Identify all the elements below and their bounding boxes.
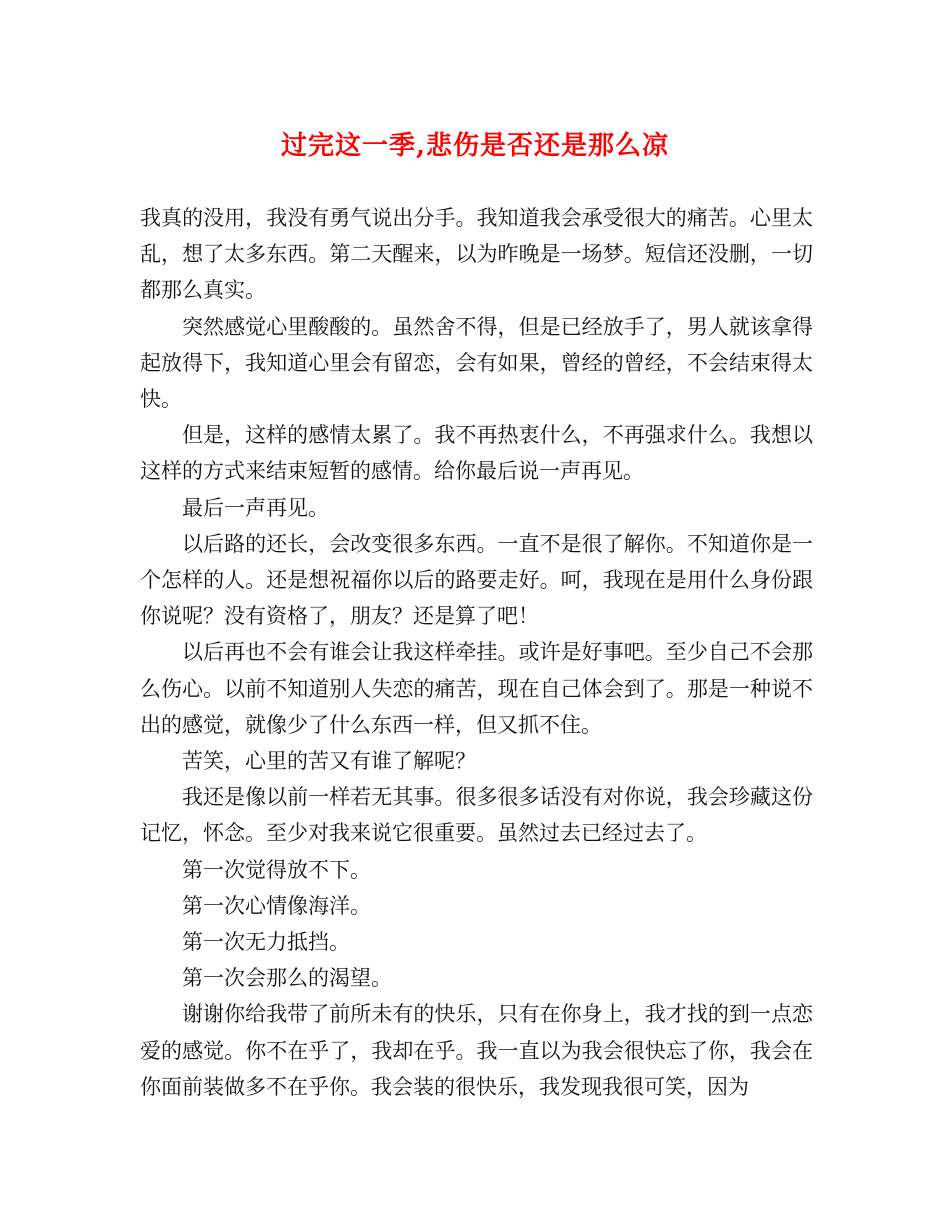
paragraph: 最后一声再见。 — [182, 495, 329, 520]
paragraph: 以后路的还长，会改变很多东西。一直不是很了解你。不知道你是一个怎样的人。还是想祝福你以后的路要走好。呵，我现在是用什么身份跟你说呢？没有资格了，朋友？还是算了吧！ — [140, 531, 813, 629]
paragraph: 第一次觉得放不下。 — [182, 857, 371, 882]
paragraph: 突然感觉心里酸酸的。虽然舍不得，但是已经放手了，男人就该拿得起放得下，我知道心里会有留恋，会有如果，曾经的曾经，不会结束得太快。 — [140, 314, 813, 412]
paragraph: 第一次无力抵挡。 — [182, 930, 350, 955]
paragraph: 第一次会那么的渴望。 — [182, 966, 392, 991]
paragraph: 苦笑，心里的苦又有谁了解呢？ — [182, 749, 476, 774]
document-title: 过完这一季,悲伤是否还是那么凉 — [280, 131, 670, 161]
document-body — [140, 200, 813, 1105]
paragraph: 以后再也不会有谁会让我这样牵挂。或许是好事吧。至少自己不会那么伤心。以前不知道别人失恋的痛苦，现在自己体会到了。那是一种说不出的感觉，就像少了什么东西一样，但又抓不住。 — [140, 640, 813, 737]
paragraph: 我还是像以前一样若无其事。很多很多话没有对你说，我会珍藏这份记忆，怀念。至少对我来说它很重要。虽然过去已经过去了。 — [140, 785, 813, 846]
paragraph: 第一次心情像海洋。 — [182, 893, 371, 918]
paragraph: 但是，这样的感情太累了。我不再热衷什么，不再强求什么。我想以这样的方式来结束短暂的感情。给你最后说一声再见。 — [140, 423, 813, 484]
paragraph: 我真的没用，我没有勇气说出分手。我知道我会承受很大的痛苦。心里太乱，想了太多东西。第二天醒来，以为昨晚是一场梦。短信还没删，一切都那么真实。 — [140, 206, 813, 303]
paragraph: 谢谢你给我带了前所未有的快乐，只有在你身上，我才找的到一点恋爱的感觉。你不在乎了，我却在乎。我一直以为我会很快忘了你，我会在你面前装做多不在乎你。我会装的很快乐，我发现我很可笑，因为 — [140, 1002, 813, 1099]
